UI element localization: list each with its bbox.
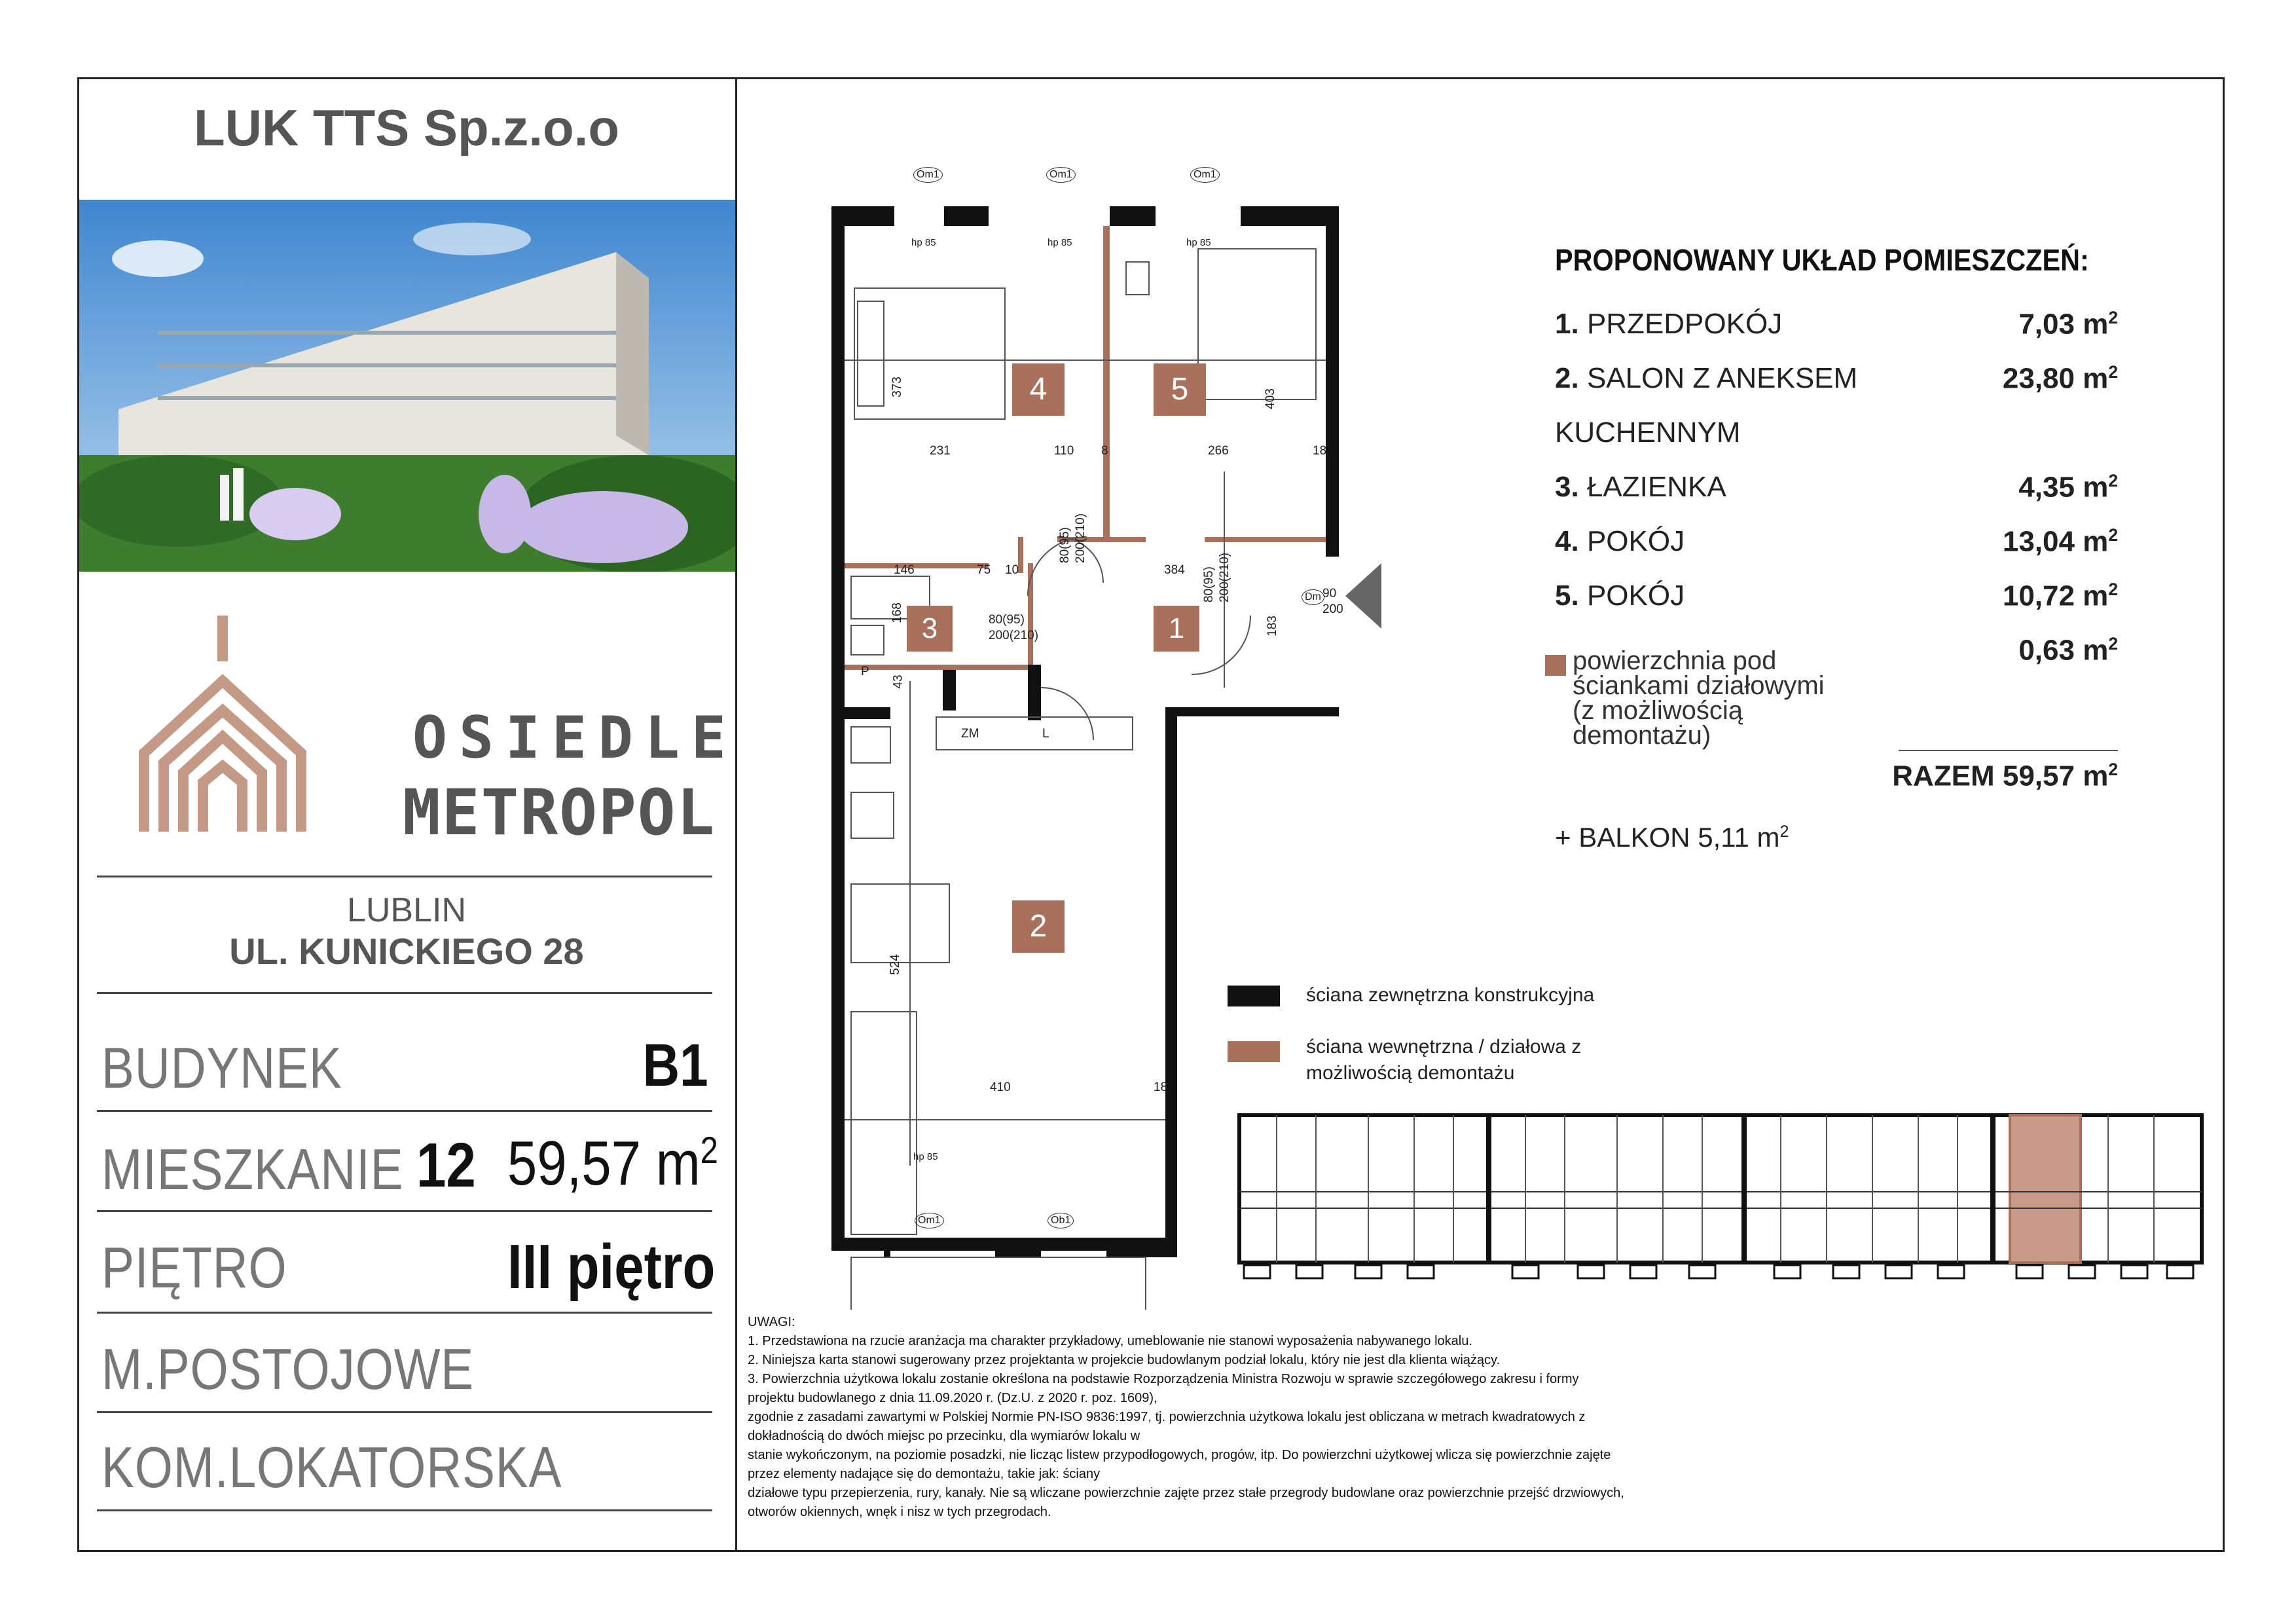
- appliance-p: P: [861, 665, 869, 678]
- floor-label: PIĘTRO: [101, 1235, 287, 1300]
- sill-height-2: hp 85: [1048, 237, 1072, 248]
- rule-3: [97, 1110, 712, 1112]
- room-area: [2003, 580, 2118, 613]
- window-tag-1: Om1: [913, 167, 943, 183]
- key-plan: [1237, 1113, 2206, 1293]
- note-line: UWAGI:: [748, 1315, 795, 1329]
- note-line: zgodnie z zasadami zawartymi w Polskiej Normie PN-ISO 9836:1997, tj. powierzchnia użytkowa lokalu jest obliczana w metrach kwadratowych z: [748, 1410, 1586, 1424]
- room-label: POKÓJ: [1586, 580, 1685, 612]
- room-num: 5.: [1555, 580, 1579, 612]
- room-name: [1555, 362, 1857, 395]
- partition-line: (z możliwością: [1573, 696, 1743, 725]
- dim-524: 524: [888, 954, 902, 975]
- room-area-value: 23,80 m: [2002, 362, 2109, 395]
- dim-146: 146: [894, 563, 915, 577]
- panel-divider: [735, 77, 737, 1552]
- note-line: działowe typu przepierzenia, rury, kanały. Nie są wliczane powierzchnie zajęte przez stałe przegrody budowlane oraz powierzchnie przejść drzwiowych,: [748, 1486, 1624, 1500]
- internal-wall-label-2: możliwością demontażu: [1306, 1062, 1515, 1084]
- room-name: [1555, 471, 1726, 504]
- entrance-door-width: 90: [1322, 587, 1337, 600]
- dim-231: 231: [930, 444, 951, 458]
- window-tag-2: Om1: [1046, 167, 1076, 183]
- note-line: 1. Przedstawiona na rzucie aranżacja ma charakter przykładowy, umeblowanie nie stanowi wyposażenia nabywanego lokalu.: [748, 1334, 1472, 1348]
- rule-7: [97, 1509, 712, 1511]
- rule-6: [97, 1411, 712, 1413]
- dim-266: 266: [1208, 444, 1229, 458]
- rule-2: [97, 992, 712, 994]
- room-area-sup: 2: [2108, 308, 2118, 327]
- room-area: [2003, 362, 2118, 396]
- apartment-number: 12: [416, 1130, 476, 1200]
- room-number-5: 5: [1154, 363, 1206, 416]
- door-4-width: 80(95): [1058, 527, 1072, 563]
- dim-75: 75: [977, 563, 991, 577]
- total-area: [1892, 760, 2118, 793]
- window-tag-3: Om1: [1190, 167, 1220, 183]
- room-number-1: 1: [1154, 606, 1199, 652]
- entrance-door-dims: [1322, 586, 1343, 618]
- apartment-area: [507, 1128, 718, 1200]
- note-line: przez elementy nadające się do demontażu, takie jak: ściany: [748, 1467, 1101, 1481]
- internal-wall-label-1: ściana wewnętrzna / działowa z: [1306, 1036, 1582, 1058]
- room-row: [1555, 362, 2118, 408]
- room-name: [1555, 416, 1741, 449]
- dim-168: 168: [890, 602, 904, 623]
- notes: [748, 1313, 1730, 1522]
- external-wall-swatch: [1228, 986, 1280, 1006]
- room-number-3: 3: [907, 606, 953, 652]
- room-area-sup: 2: [2108, 525, 2118, 545]
- room-area-value: 13,04 m: [2002, 525, 2109, 558]
- logo-line1: OSIEDLE: [412, 704, 738, 771]
- room-area-value: 10,72 m: [2002, 580, 2109, 612]
- total-area-sup: 2: [2108, 760, 2118, 779]
- building-value: B1: [643, 1032, 708, 1099]
- sill-height-3: hp 85: [1186, 237, 1211, 248]
- sill-height-4: hp 85: [913, 1151, 938, 1162]
- balcony-area: [1555, 822, 1789, 853]
- logo-line2: METROPOL: [403, 776, 716, 849]
- dim-403: 403: [1263, 388, 1277, 409]
- room-num: 3.: [1555, 471, 1579, 503]
- room-area-value: 7,03 m: [2018, 308, 2109, 341]
- door-5-dims: [1201, 553, 1233, 602]
- rooms-title: PROPONOWANY UKŁAD POMIESZCZEŃ:: [1555, 243, 2089, 277]
- street: UL. KUNICKIEGO 28: [229, 931, 584, 972]
- partition-line: ściankami działowymi: [1573, 671, 1825, 700]
- external-wall-label: ściana zewnętrzna konstrukcyjna: [1306, 984, 1595, 1006]
- room-row: [1555, 308, 2118, 354]
- room-num: 4.: [1555, 525, 1579, 557]
- dim-8: 8: [1101, 444, 1108, 458]
- partition-description: [1573, 648, 1825, 748]
- dim-410: 410: [990, 1080, 1011, 1094]
- rule-4: [97, 1210, 712, 1212]
- appliance-zm: ZM: [961, 727, 979, 741]
- dim-373: 373: [890, 377, 904, 397]
- partition-area: [2018, 634, 2118, 667]
- apartment-label: MIESZKANIE: [101, 1137, 404, 1202]
- appliance-l: L: [1042, 727, 1049, 741]
- apartment-area-sup: 2: [700, 1130, 718, 1172]
- door-3-width: 80(95): [989, 613, 1025, 627]
- total-area-value: RAZEM 59,57 m: [1892, 760, 2109, 792]
- room-area: [2018, 308, 2118, 341]
- room-label: ŁAZIENKA: [1586, 471, 1726, 503]
- dim-18: 18: [1313, 444, 1327, 458]
- note-line: projektu budowlanego z dnia 11.09.2020 r. (Dz.U. z 2020 r. poz. 1609),: [748, 1391, 1157, 1405]
- door-4-height: 200(210): [1074, 513, 1087, 563]
- floor-value: III piętro: [507, 1232, 715, 1302]
- door-3-height: 200(210): [989, 629, 1039, 642]
- parking-label: M.POSTOJOWE: [101, 1337, 475, 1401]
- dim-43: 43: [891, 674, 905, 689]
- room-area-sup: 2: [2108, 471, 2118, 490]
- balcony-area-value: + BALKON 5,11 m: [1555, 822, 1780, 853]
- partition-area-value: 0,63 m: [2018, 634, 2109, 667]
- room-row: [1555, 471, 2118, 517]
- room-area-sup: 2: [2108, 362, 2118, 382]
- window-tag-4: Om1: [915, 1213, 944, 1228]
- balcony-area-sup: 2: [1779, 822, 1789, 841]
- room-row: [1555, 416, 2118, 462]
- room-area: [2003, 525, 2118, 559]
- dim-384: 384: [1164, 563, 1185, 577]
- note-line: otworów okiennych, wnęk i nisz w tych przegrodach.: [748, 1505, 1051, 1519]
- room-area: [2018, 471, 2118, 504]
- partition-swatch: [1545, 655, 1566, 676]
- room-area-value: 4,35 m: [2018, 471, 2109, 504]
- room-name: [1555, 308, 1782, 341]
- note-line: dokładnością do dwóch miejsc po przecinku, dla wymiarów lokalu w: [748, 1429, 1140, 1443]
- room-num: 1.: [1555, 308, 1579, 340]
- building-photo: [79, 200, 735, 572]
- room-label: POKÓJ: [1586, 525, 1685, 557]
- osiedle-metropol-logo: [131, 602, 738, 851]
- note-line: 2. Niniejsza karta stanowi sugerowany przez projektanta w projekcie budowlanym podział lokalu, który nie jest dla klienta wiążący.: [748, 1353, 1501, 1367]
- note-line: 3. Powierzchnia użytkowa lokalu zostanie określona na podstawie Rozporządzenia Ministra Rozwoju w sprawie szczegółowego zakresu i formy: [748, 1372, 1579, 1386]
- room-label: PRZEDPOKÓJ: [1586, 308, 1783, 340]
- window-tag-5: Ob1: [1048, 1213, 1074, 1228]
- partition-line: demontażu): [1573, 721, 1711, 750]
- room-label: SALON Z ANEKSEM: [1586, 362, 1858, 394]
- rule-5: [97, 1312, 712, 1314]
- door-5-height: 200(210): [1218, 552, 1231, 602]
- door-3-dims: [989, 612, 1038, 644]
- room-row: [1555, 525, 2118, 571]
- entrance-door-height: 200: [1322, 602, 1343, 616]
- internal-wall-swatch: [1228, 1041, 1280, 1062]
- dim-183: 183: [1265, 616, 1279, 637]
- partition-area-sup: 2: [2108, 634, 2118, 654]
- company-name: LUK TTS Sp.z.o.o: [194, 99, 619, 157]
- room-number-2: 2: [1012, 900, 1065, 953]
- room-name: [1555, 580, 1685, 612]
- total-rule: [1899, 750, 2118, 751]
- door-4-dims: [1057, 513, 1089, 563]
- rule-1: [97, 876, 712, 877]
- note-line: stanie wykończonym, na poziomie posadzki, nie licząc listew przypodłogowych, progów, itp. Do powierzchni użytkowej wlicza się powierzchnie zajęte: [748, 1448, 1611, 1462]
- room-row: [1555, 580, 2118, 625]
- room-name: [1555, 525, 1685, 558]
- door-tag: Dm: [1302, 589, 1324, 605]
- room-label: KUCHENNYM: [1555, 416, 1741, 449]
- door-5-width: 80(95): [1202, 566, 1216, 602]
- partition-line: powierzchnia pod: [1573, 646, 1777, 675]
- sill-height-1: hp 85: [911, 237, 936, 248]
- dim-110: 110: [1054, 444, 1074, 458]
- apartment-area-value: 59,57 m: [507, 1128, 701, 1198]
- room-area-sup: 2: [2108, 580, 2118, 599]
- dim-10: 10: [1005, 563, 1019, 577]
- city: LUBLIN: [346, 891, 467, 929]
- room-number-4: 4: [1012, 363, 1065, 416]
- building-label: BUDYNEK: [101, 1035, 342, 1100]
- room-num: 2.: [1555, 362, 1579, 394]
- dim-18b: 18: [1154, 1080, 1168, 1094]
- storage-label: KOM.LOKATORSKA: [101, 1435, 562, 1500]
